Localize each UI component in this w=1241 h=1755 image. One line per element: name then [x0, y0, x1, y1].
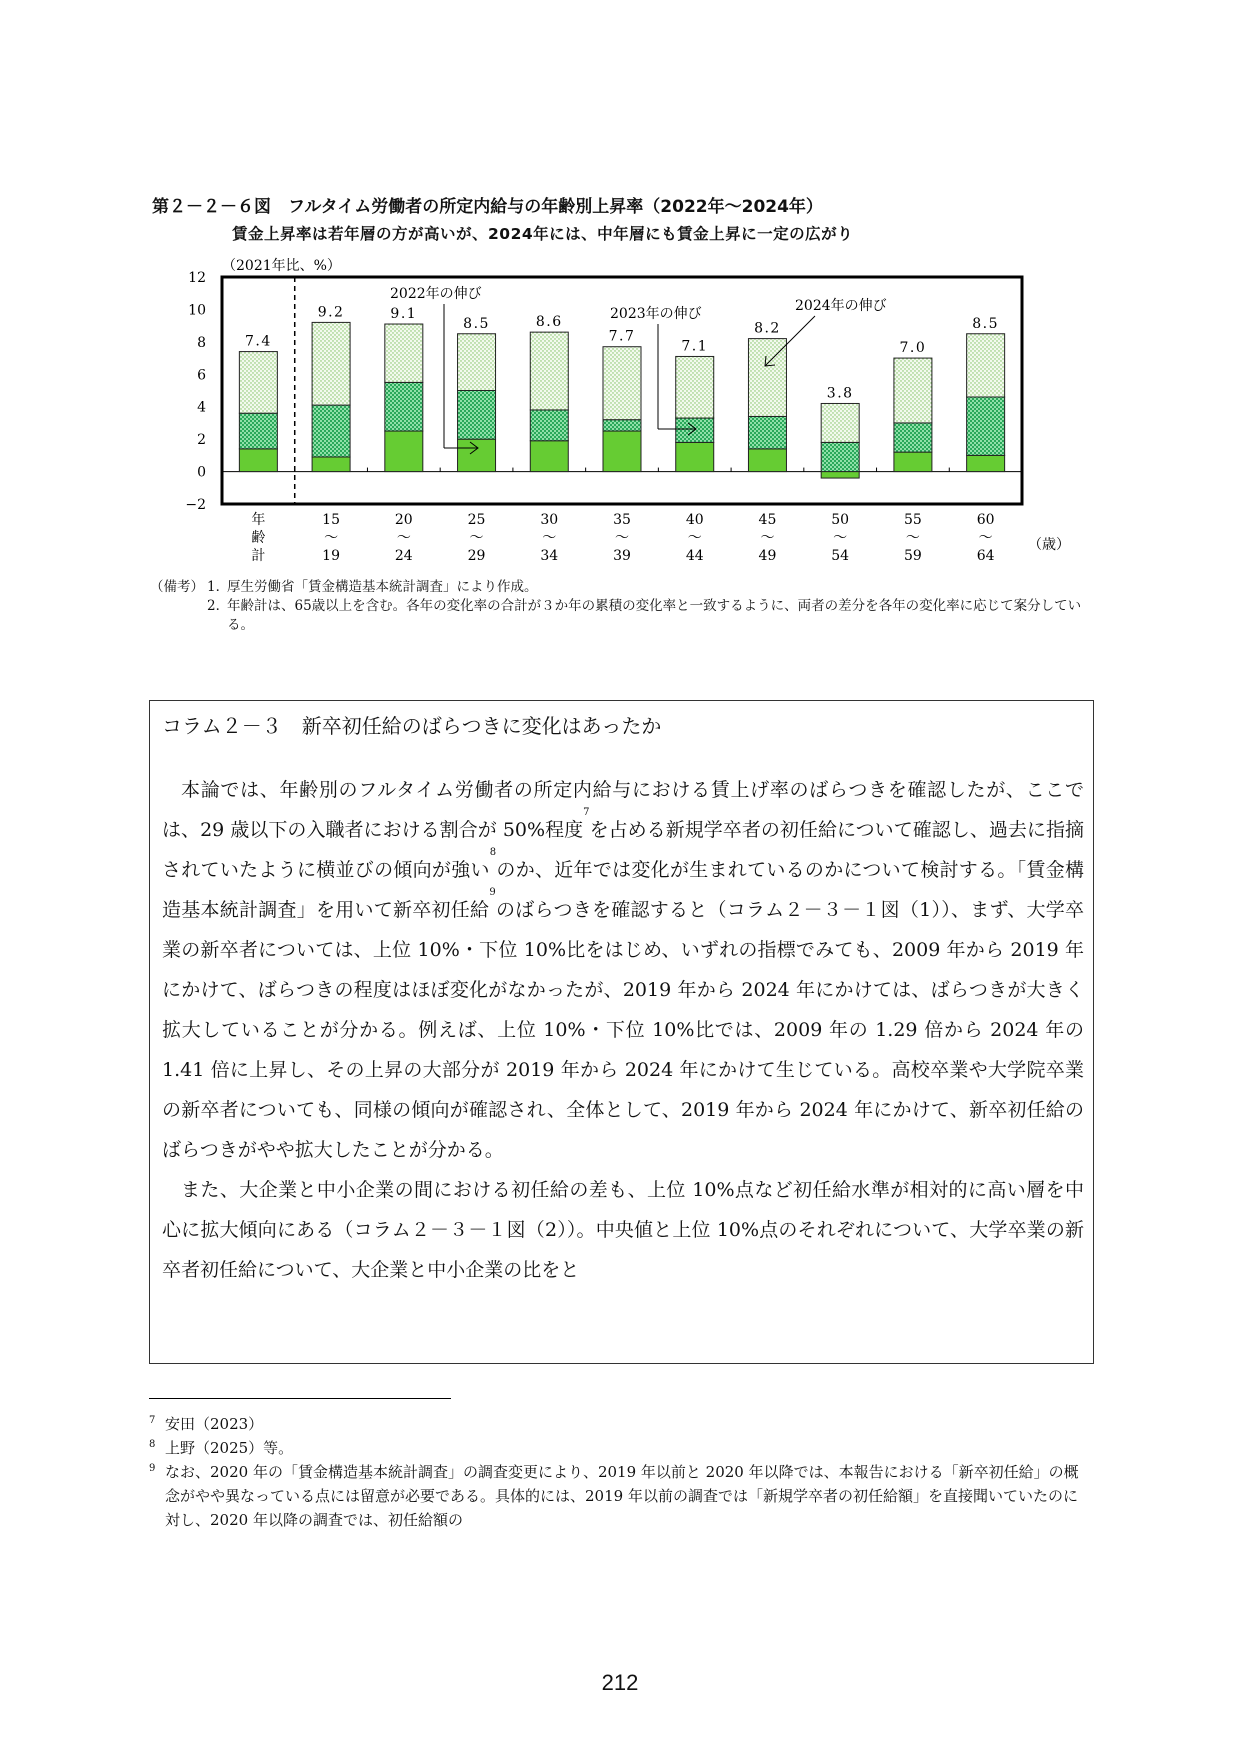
- page-number: 212: [601, 1670, 639, 1695]
- bar-2024: [530, 332, 568, 410]
- x-tick-label: 64: [976, 548, 995, 564]
- footnote-ref[interactable]: 8: [489, 847, 497, 858]
- x-tick-label: 60: [976, 512, 995, 528]
- x-tick-label: 〜: [469, 530, 484, 546]
- bar-2022: [603, 431, 641, 472]
- total-label: 9.1: [390, 306, 418, 323]
- x-tick-label: 〜: [396, 530, 411, 546]
- total-label: 8.6: [535, 314, 563, 331]
- figure-subtitle: 賃金上昇率は若年層の方が高いが、2024年には、中年層にも賃金上昇に一定の広がり: [232, 225, 854, 243]
- bar-2024: [312, 322, 350, 405]
- column-paragraph: 本論では、年齢別のフルタイム労働者の所定内給与における賃上げ率のばらつきを確認したが、ここでは、29 歳以下の入職者における割合が 50%程度$^7$を占める新規学卒者の初任給について確認し、過去に指摘されていたように横並びの傾向が強い$^8$のか、近年では変化が生まれているのかについて検討する。「賃金構造基本統計調査」を用いて新卒初任給$^9$のばらつきを確認すると（コラム２－３－１図（1））、まず、大学卒業の新卒者については、上位 10%・下位 10%比をはじめ、いずれの指標でみても、2009 年から 2019 年にかけて、ばらつきの程度はほぼ変化がなかったが、2019 年から 2024 年にかけては、ばらつきが大きく拡大していることが分かる。例えば、上位 10%・下位 10%比では、2009 年の 1.29 倍から 2024 年の 1.41 倍に上昇し、その上昇の大部分が 2019 年から 2024 年にかけて生じている。高校卒業や大学院卒業の新卒者についても、同様の傾向が確認され、全体として、2019 年から 2024 年にかけて、新卒初任給のばらつきがやや拡大したことが分かる。: [162, 779, 1084, 1161]
- annotation-2023: 2023年の伸び: [610, 306, 702, 322]
- total-label: 3.8: [826, 385, 854, 402]
- total-label: 7.7: [608, 328, 636, 345]
- x-tick-label: 15: [322, 512, 341, 528]
- x-tick-label: 44: [685, 548, 704, 564]
- y-tick-label: −2: [185, 497, 206, 513]
- x-tick-label: 24: [394, 548, 413, 564]
- column-paragraph: また、大企業と中小企業の間における初任給の差も、上位 10%点など初任給水準が相対的に高い層を中心に拡大傾向にある（コラム２－３－１図（2））。中央値と上位 10%点のそれぞれについて、大学卒業の新卒者初任給について、大企業と中小企業の比をと: [162, 1179, 1084, 1281]
- bar-2023: [530, 410, 568, 441]
- x-tick-label: 齢: [251, 530, 266, 546]
- bar-2023: [312, 405, 350, 457]
- bar-2023: [458, 391, 496, 440]
- y-tick-label: 4: [197, 399, 206, 416]
- bar-2024: [603, 347, 641, 420]
- x-tick-label: 〜: [833, 530, 848, 546]
- y-tick-label: 0: [197, 464, 206, 481]
- x-tick-label: 計: [251, 548, 266, 564]
- x-tick-label: 〜: [687, 530, 702, 546]
- x-tick-label: 19: [322, 548, 341, 564]
- y-tick-label: 12: [188, 270, 206, 286]
- x-tick-label: 45: [758, 512, 777, 528]
- bar-2024: [239, 352, 277, 414]
- bar-2024: [676, 356, 714, 418]
- x-tick-label: 50: [831, 512, 850, 528]
- total-label: 8.5: [463, 315, 490, 332]
- total-label: 9.2: [317, 304, 345, 321]
- column-box: [149, 700, 1094, 1364]
- footnote-ref[interactable]: 9: [489, 887, 496, 898]
- bar-2024: [458, 334, 496, 391]
- total-label: 8.5: [972, 315, 1000, 332]
- figure-title: 第２－２－６図 フルタイム労働者の所定内給与の年齢別上昇率（2022年～2024年）: [152, 197, 823, 217]
- x-tick-label: 39: [613, 548, 631, 564]
- note-text: 厚生労働省「賃金構造基本統計調査」により作成。: [227, 579, 538, 595]
- bar-2024: [821, 403, 859, 442]
- total-label: 8.2: [754, 320, 781, 337]
- x-tick-label: 〜: [324, 530, 339, 546]
- x-tick-label: 25: [467, 512, 486, 528]
- x-tick-label: 34: [540, 548, 559, 564]
- note-number: 1．: [207, 579, 230, 595]
- y-tick-label: 2: [197, 432, 206, 449]
- figure-notes: [150, 578, 1107, 635]
- bar-2022: [821, 472, 859, 478]
- total-label: 7.0: [899, 340, 927, 357]
- x-tick-label: 35: [613, 512, 631, 528]
- footnote-ref[interactable]: 7: [583, 807, 590, 818]
- x-tick-label: 29: [467, 548, 486, 564]
- bar-2022: [239, 449, 277, 472]
- bar-2024: [894, 358, 932, 423]
- total-label: 7.4: [244, 333, 272, 350]
- footnote: 8 上野（2025）等。: [149, 1439, 294, 1457]
- x-tick-label: 〜: [542, 530, 557, 546]
- footnotes: [149, 1412, 1089, 1532]
- bar-2023: [821, 442, 859, 471]
- x-tick-label: 20: [394, 512, 413, 528]
- x-tick-label: 〜: [615, 530, 629, 546]
- x-tick-label: 54: [831, 548, 850, 564]
- y-tick-label: 10: [188, 302, 206, 319]
- column-title: コラム２－３ 新卒初任給のばらつきに変化はあったか: [162, 714, 662, 738]
- notes-label: （備考）: [150, 579, 204, 595]
- bar-2022: [312, 457, 350, 472]
- x-tick-label: 〜: [760, 530, 775, 546]
- age-wage-growth-chart: [0, 0, 1241, 570]
- bar-2023: [748, 416, 786, 448]
- y-unit-label: （2021年比、%）: [222, 258, 341, 274]
- bar-2024: [967, 334, 1005, 397]
- x-tick-label: 30: [540, 512, 559, 528]
- footnote-divider: [149, 1398, 451, 1399]
- bar-2024: [385, 324, 423, 382]
- y-tick-label: 6: [197, 367, 206, 384]
- x-tick-label: 49: [758, 548, 777, 564]
- total-label: 7.1: [681, 338, 709, 355]
- note-number: 2．: [207, 598, 230, 614]
- bar-2023: [239, 413, 277, 449]
- bar-2022: [967, 455, 1005, 471]
- annotation-2024: 2024年の伸び: [795, 298, 887, 314]
- note-text: 年齢計は、65歳以上を含む。各年の変化率の合計が３か年の累積の変化率と一致するように、両者の差分を各年の変化率に応じて案分している。: [227, 598, 1082, 633]
- x-tick-label: 〜: [978, 530, 993, 546]
- x-tick-label: 59: [903, 548, 922, 564]
- bar-2023: [385, 382, 423, 431]
- bar-2022: [530, 441, 568, 472]
- bar-2022: [676, 442, 714, 471]
- bar-2022: [385, 431, 423, 472]
- bar-2023: [967, 397, 1005, 455]
- bar-2022: [894, 452, 932, 471]
- bar-2023: [603, 420, 641, 431]
- annotation-2022: 2022年の伸び: [390, 286, 482, 302]
- x-unit-label: （歳）: [1028, 537, 1070, 553]
- x-tick-label: 年: [251, 512, 266, 528]
- footnote: 7 安田（2023）: [149, 1415, 264, 1433]
- bar-2023: [894, 423, 932, 452]
- x-tick-label: 55: [903, 512, 922, 528]
- x-tick-label: 40: [685, 512, 704, 528]
- column-body: [162, 770, 1084, 1290]
- bar-2022: [458, 439, 496, 471]
- y-tick-label: 8: [197, 334, 206, 351]
- x-tick-label: 〜: [905, 530, 920, 546]
- footnote: 9 なお、2020 年の「賃金構造基本統計調査」の調査変更により、2019 年以前と 2020 年以降では、本報告における「新卒初任給」の概念がやや異なっている点には留意が必要である。具体的には、2019 年以前の調査では「新規学卒者の初任給額」を直接聞いていたのに対し、2020 年以降の調査では、初任給額の: [149, 1463, 1079, 1529]
- bar-2022: [748, 449, 786, 472]
